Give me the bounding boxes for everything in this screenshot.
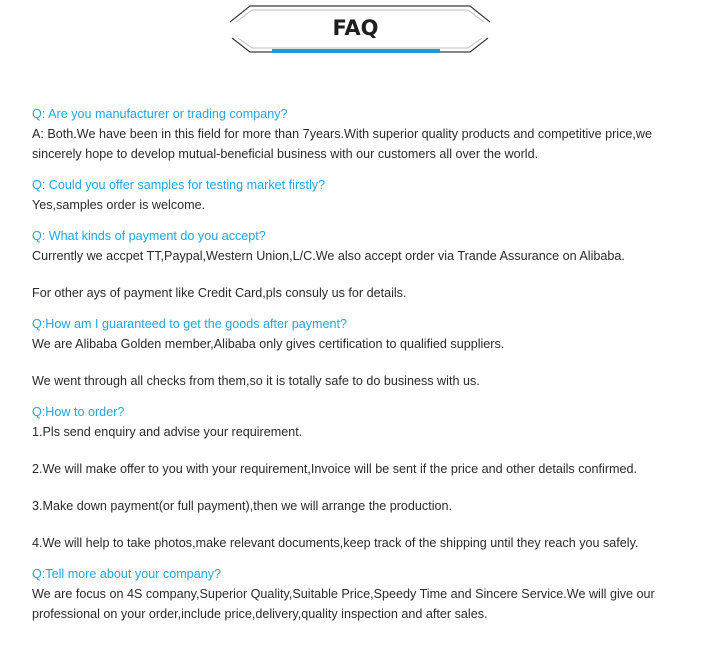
faq-question: Q: Could you offer samples for testing market firstly?: [32, 178, 326, 192]
faq-question: Q:Tell more about your company?: [32, 567, 221, 581]
faq-answer-paragraph: Currently we accpet TT,Paypal,Western Union,L/C.We also accept order via Trande Assurance on Alibaba.: [32, 249, 625, 263]
faq-accent-bar: [272, 49, 440, 53]
faq-item: [32, 104, 704, 164]
faq-header: [0, 0, 711, 60]
faq-list: [32, 104, 704, 635]
faq-item: [32, 564, 704, 624]
faq-answer-line: professional on your order,include price,delivery,quality inspection and after sales.: [32, 607, 488, 621]
faq-question: Q: What kinds of payment do you accept?: [32, 229, 266, 243]
faq-question: Q: Are you manufacturer or trading company?: [32, 107, 288, 121]
faq-item: [32, 226, 704, 303]
faq-question: Q:How to order?: [32, 405, 125, 419]
faq-answer-paragraph: For other ays of payment like Credit Card,pls consuly us for details.: [32, 286, 407, 300]
faq-answer-line: Yes,samples order is welcome.: [32, 198, 206, 212]
faq-answer-line: We are focus on 4S company,Superior Quality,Suitable Price,Speedy Time and Sincere Service.We will give our: [32, 587, 655, 601]
faq-answer-paragraph: 4.We will help to take photos,make relevant documents,keep track of the shipping until they reach you safely.: [32, 536, 639, 550]
faq-answer-line: A: Both.We have been in this field for more than 7years.With superior quality products and competitive price,we: [32, 127, 652, 141]
faq-answer-paragraph: 1.Pls send enquiry and advise your requirement.: [32, 425, 303, 439]
faq-answer-paragraph: 2.We will make offer to you with your requirement,Invoice will be sent if the price and other details confirmed.: [32, 462, 638, 476]
faq-answer-line: sincerely hope to develop mutual-beneficial business with our customers all over the world.: [32, 147, 539, 161]
faq-item: [32, 314, 704, 391]
faq-answer-paragraph: We went through all checks from them,so it is totally safe to do business with us.: [32, 374, 480, 388]
faq-answer-paragraph: 3.Make down payment(or full payment),then we will arrange the production.: [32, 499, 453, 513]
faq-question: Q:How am I guaranteed to get the goods after payment?: [32, 317, 348, 331]
faq-item: [32, 402, 704, 553]
faq-item: [32, 175, 704, 215]
faq-answer-paragraph: We are Alibaba Golden member,Alibaba only gives certification to qualified suppliers.: [32, 337, 505, 351]
page-title: FAQ: [332, 16, 379, 40]
